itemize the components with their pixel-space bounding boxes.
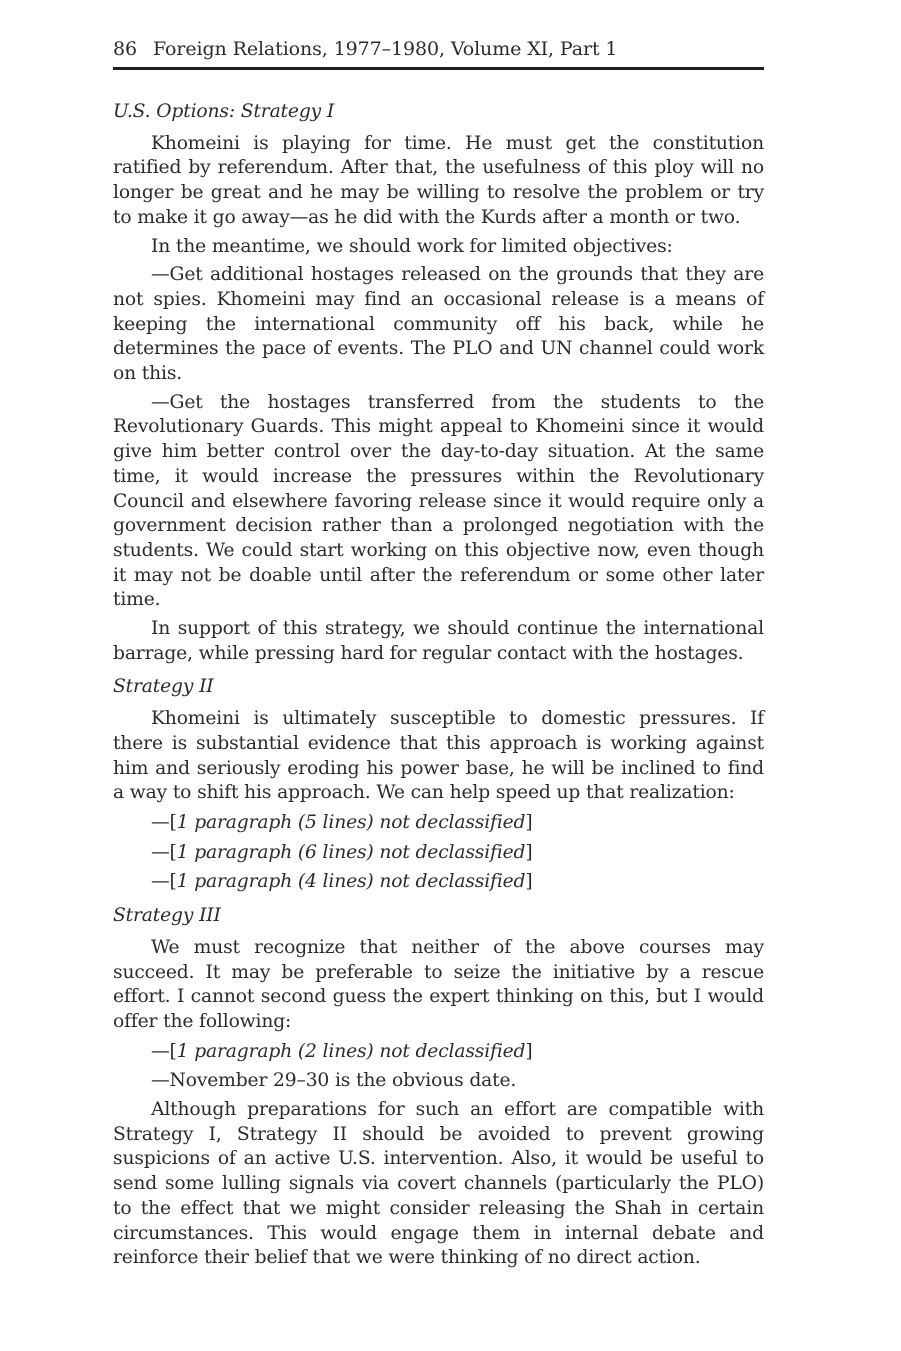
not-declassified-note: —[1 paragraph (5 lines) not declassified]	[151, 811, 533, 833]
document-body	[113, 100, 764, 1271]
not-declassified-note: —[1 paragraph (6 lines) not declassified]	[151, 841, 533, 863]
note-text: 1 paragraph (6 lines) not declassified	[176, 841, 526, 863]
paragraph: —Get the hostages transferred from the students to the Revolutionary Guards. This might appeal to Khomeini since it would give him better control over the day-to-day situation. At the same time, it would increase the pressures within the Revolutionary Council and elsewhere favoring release since it would require only a government decision rather than a prolonged negotiation with the students. We could start working on this objective now, even though it may not be doable until after the referendum or some other later time.	[113, 391, 764, 611]
paragraph: We must recognize that neither of the above courses may succeed. It may be preferable to seize the initiative by a rescue effort. I cannot second guess the expert thinking on this, but I would offer the following:	[113, 936, 764, 1032]
header-rule	[113, 67, 764, 70]
note-text: 1 paragraph (4 lines) not declassified	[176, 871, 526, 893]
section-heading-strategy-2: Strategy II	[113, 676, 214, 698]
not-declassified-note: —[1 paragraph (4 lines) not declassified]	[151, 871, 533, 893]
document-page	[113, 34, 764, 1271]
paragraph: In support of this strategy, we should continue the international barrage, while pressing hard for regular contact with the hostages.	[113, 618, 764, 664]
paragraph: —Get additional hostages released on the grounds that they are not spies. Khomeini may find an occasional release is a means of keeping the international community off his back, while he determines the pace of events. The PLO and UN channel could work on this.	[113, 264, 764, 385]
page-number: 86	[113, 38, 137, 60]
paragraph: Khomeini is ultimately susceptible to domestic pressures. If there is substantial evidence that this approach is working against him and seriously eroding his power base, he will be inclined to find a way to shift his approach. We can help speed up that realization:	[113, 708, 764, 804]
not-declassified-note: —[1 paragraph (2 lines) not declassified]	[151, 1040, 533, 1062]
running-header	[113, 34, 764, 64]
paragraph: In the meantime, we should work for limited objectives:	[151, 235, 673, 257]
note-text: 1 paragraph (5 lines) not declassified	[176, 811, 526, 833]
section-heading-strategy-1: U.S. Options: Strategy I	[113, 101, 335, 122]
note-text: 1 paragraph (2 lines) not declassified	[176, 1040, 526, 1062]
section-heading-strategy-3: Strategy III	[113, 905, 221, 927]
paragraph: Although preparations for such an effort are compatible with Strategy I, Strategy II should be avoided to prevent growing suspicions of an active U.S. intervention. Also, it would be useful to send some lulling signals via covert channels (particularly the PLO) to the effect that we might consider releasing the Shah in certain circumstances. This would engage them in internal debate and reinforce their belief that we were thinking of no direct action.	[113, 1099, 764, 1269]
paragraph: —November 29–30 is the obvious date.	[151, 1070, 517, 1092]
paragraph: Khomeini is playing for time. He must get the constitution ratified by referendum. After that, the usefulness of this ploy will no longer be great and he may be willing to resolve the problem or try to make it go away—as he did with the Kurds after a month or two.	[113, 132, 764, 228]
volume-title: Foreign Relations, 1977–1980, Volume XI, Part 1	[152, 38, 618, 60]
